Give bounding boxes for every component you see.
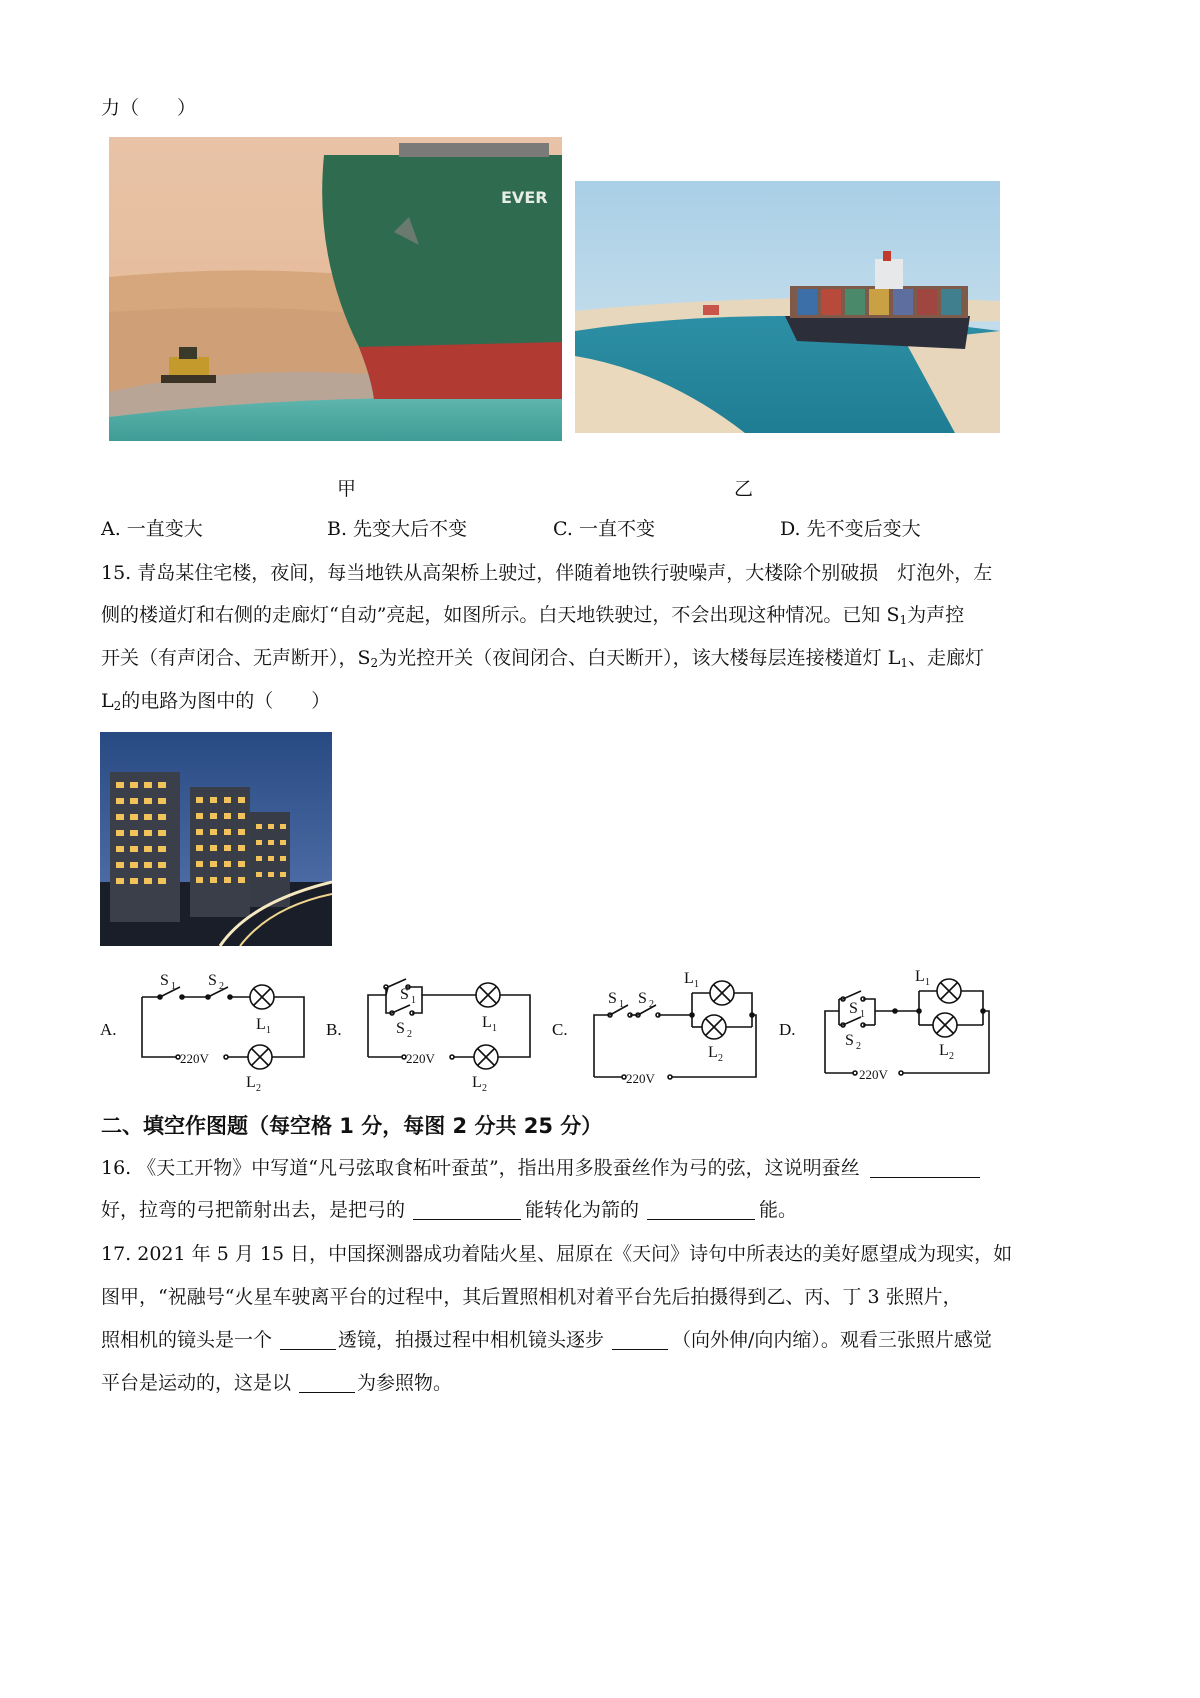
- q14-option-d: D. 先不变后变大: [780, 518, 921, 540]
- q16-line2: [101, 1197, 797, 1223]
- svg-text:L: L: [915, 968, 925, 985]
- svg-text:2: 2: [856, 1041, 861, 1052]
- q15-line3-sub2: 1: [900, 656, 908, 670]
- svg-text:220V: 220V: [626, 1071, 655, 1086]
- q14-tail: 力（ ）: [101, 97, 197, 119]
- svg-text:L: L: [708, 1044, 718, 1061]
- q17-line3-a: 照相机的镜头是一个: [101, 1329, 273, 1351]
- q14-option-a: A. 一直变大: [101, 518, 203, 540]
- photo-ship-canal: [575, 181, 1000, 433]
- q16-line2-c: 能。: [759, 1199, 798, 1221]
- q17-line3-c: （向外伸/向内缩）。观看三张照片感觉: [672, 1329, 992, 1351]
- circuit-c: [552, 965, 767, 1095]
- q15-line4-b: 的电路为图中的（ ）: [121, 690, 331, 712]
- svg-text:S: S: [845, 1032, 854, 1049]
- caption-yi: 乙: [734, 478, 754, 500]
- svg-text:1: 1: [860, 1009, 865, 1020]
- photo-ship-aground: [109, 137, 562, 441]
- q14-option-b: B. 先变大后不变: [327, 518, 468, 540]
- q17-line4-b: 为参照物。: [357, 1372, 453, 1394]
- q15-line1: 15. 青岛某住宅楼，夜间，每当地铁从高架桥上驶过，伴随着地铁行驶噪声，大楼除个别破损 灯泡外，左: [101, 562, 993, 584]
- svg-text:S: S: [638, 990, 647, 1007]
- q17-line3-b: 透镜，拍摄过程中相机镜头逐步: [338, 1329, 605, 1351]
- q17-blank-3[interactable]: [299, 1372, 355, 1393]
- svg-text:2: 2: [256, 1083, 261, 1094]
- q17-blank-2[interactable]: [612, 1329, 668, 1350]
- svg-text:220V: 220V: [180, 1051, 209, 1066]
- q17-blank-1[interactable]: [280, 1329, 336, 1350]
- svg-text:L: L: [684, 970, 694, 987]
- q15-line4-a: L: [101, 690, 114, 712]
- svg-text:S: S: [400, 986, 409, 1003]
- caption-jia: 甲: [337, 478, 357, 500]
- photo-residential-building: [100, 732, 332, 946]
- q16-blank-1[interactable]: [870, 1157, 980, 1178]
- svg-text:2: 2: [407, 1029, 412, 1040]
- q15-line2-b: 为声控: [907, 604, 965, 626]
- svg-text:1: 1: [694, 979, 699, 990]
- svg-text:L: L: [939, 1042, 949, 1059]
- q16-blank-2[interactable]: [413, 1199, 521, 1220]
- q15-line3-c: 、走廊灯: [907, 647, 984, 669]
- svg-text:2: 2: [482, 1083, 487, 1094]
- svg-text:1: 1: [492, 1023, 497, 1034]
- svg-text:L: L: [472, 1074, 482, 1091]
- q17-line2: 图甲，“祝融号“火星车驶离平台的过程中，其后置照相机对着平台先后拍摄得到乙、丙、丁 3 张照片，: [101, 1286, 962, 1308]
- q16-line1: [101, 1155, 980, 1181]
- circuit-b: [326, 965, 541, 1095]
- circuit-b-label: B.: [326, 1020, 342, 1039]
- circuit-d-label: D.: [779, 1020, 796, 1039]
- q16-blank-3[interactable]: [647, 1199, 755, 1220]
- svg-text:L: L: [256, 1016, 266, 1033]
- svg-text:2: 2: [718, 1053, 723, 1064]
- svg-text:2: 2: [649, 999, 654, 1010]
- q14-option-c: C. 一直不变: [553, 518, 655, 540]
- q15-line2-a: 侧的楼道灯和右侧的走廊灯“自动”亮起，如图所示。白天地铁驶过，不会出现这种情况。已知 S: [101, 604, 900, 626]
- svg-text:S: S: [160, 972, 169, 989]
- q15-line2: [101, 602, 964, 633]
- q17-line4-a: 平台是运动的，这是以: [101, 1372, 292, 1394]
- circuit-a-label: A.: [100, 1020, 117, 1039]
- svg-text:L: L: [246, 1074, 256, 1091]
- svg-text:1: 1: [171, 981, 176, 992]
- svg-text:2: 2: [219, 981, 224, 992]
- svg-text:1: 1: [266, 1025, 271, 1036]
- q15-line4: [101, 688, 330, 719]
- ship-hull-text: EVER: [501, 188, 548, 207]
- q17-line3: [101, 1327, 992, 1353]
- circuit-d: [779, 965, 994, 1095]
- svg-text:220V: 220V: [406, 1051, 435, 1066]
- q15-line3-sub: 2: [370, 656, 379, 670]
- q15-line3-a: 开关（有声闭合、无声断开），S: [101, 647, 371, 669]
- svg-text:1: 1: [925, 977, 930, 988]
- q17-line4: [101, 1370, 452, 1396]
- q15-line2-sub: 1: [899, 613, 908, 627]
- q16-line1-text: 16. 《天工开物》中写道“凡弓弦取食柘叶蚕茧”，指出用多股蚕丝作为弓的弦，这说明蚕丝: [101, 1157, 860, 1179]
- circuit-c-label: C.: [552, 1020, 568, 1039]
- svg-text:S: S: [208, 972, 217, 989]
- q15-line4-sub: 2: [113, 699, 122, 713]
- section-2-heading: 二、填空作图题（每空格 1 分，每图 2 分共 25 分）: [101, 1114, 603, 1138]
- q15-line3-b: 为光控开关（夜间闭合、白天断开），该大楼每层连接楼道灯 L: [378, 647, 901, 669]
- svg-text:L: L: [482, 1014, 492, 1031]
- svg-text:S: S: [396, 1020, 405, 1037]
- q15-line3: [101, 645, 984, 676]
- svg-text:S: S: [849, 1000, 858, 1017]
- q16-line2-b: 能转化为箭的: [525, 1199, 640, 1221]
- q17-line1: 17. 2021 年 5 月 15 日，中国探测器成功着陆火星、屈原在《天问》诗句中所表达的美好愿望成为现实，如: [101, 1243, 1013, 1265]
- svg-text:2: 2: [949, 1051, 954, 1062]
- svg-text:S: S: [608, 990, 617, 1007]
- q16-line2-a: 好，拉弯的弓把箭射出去，是把弓的: [101, 1199, 406, 1221]
- svg-text:1: 1: [619, 999, 624, 1010]
- svg-text:1: 1: [411, 995, 416, 1006]
- circuit-a: [100, 965, 315, 1095]
- svg-text:220V: 220V: [859, 1067, 888, 1082]
